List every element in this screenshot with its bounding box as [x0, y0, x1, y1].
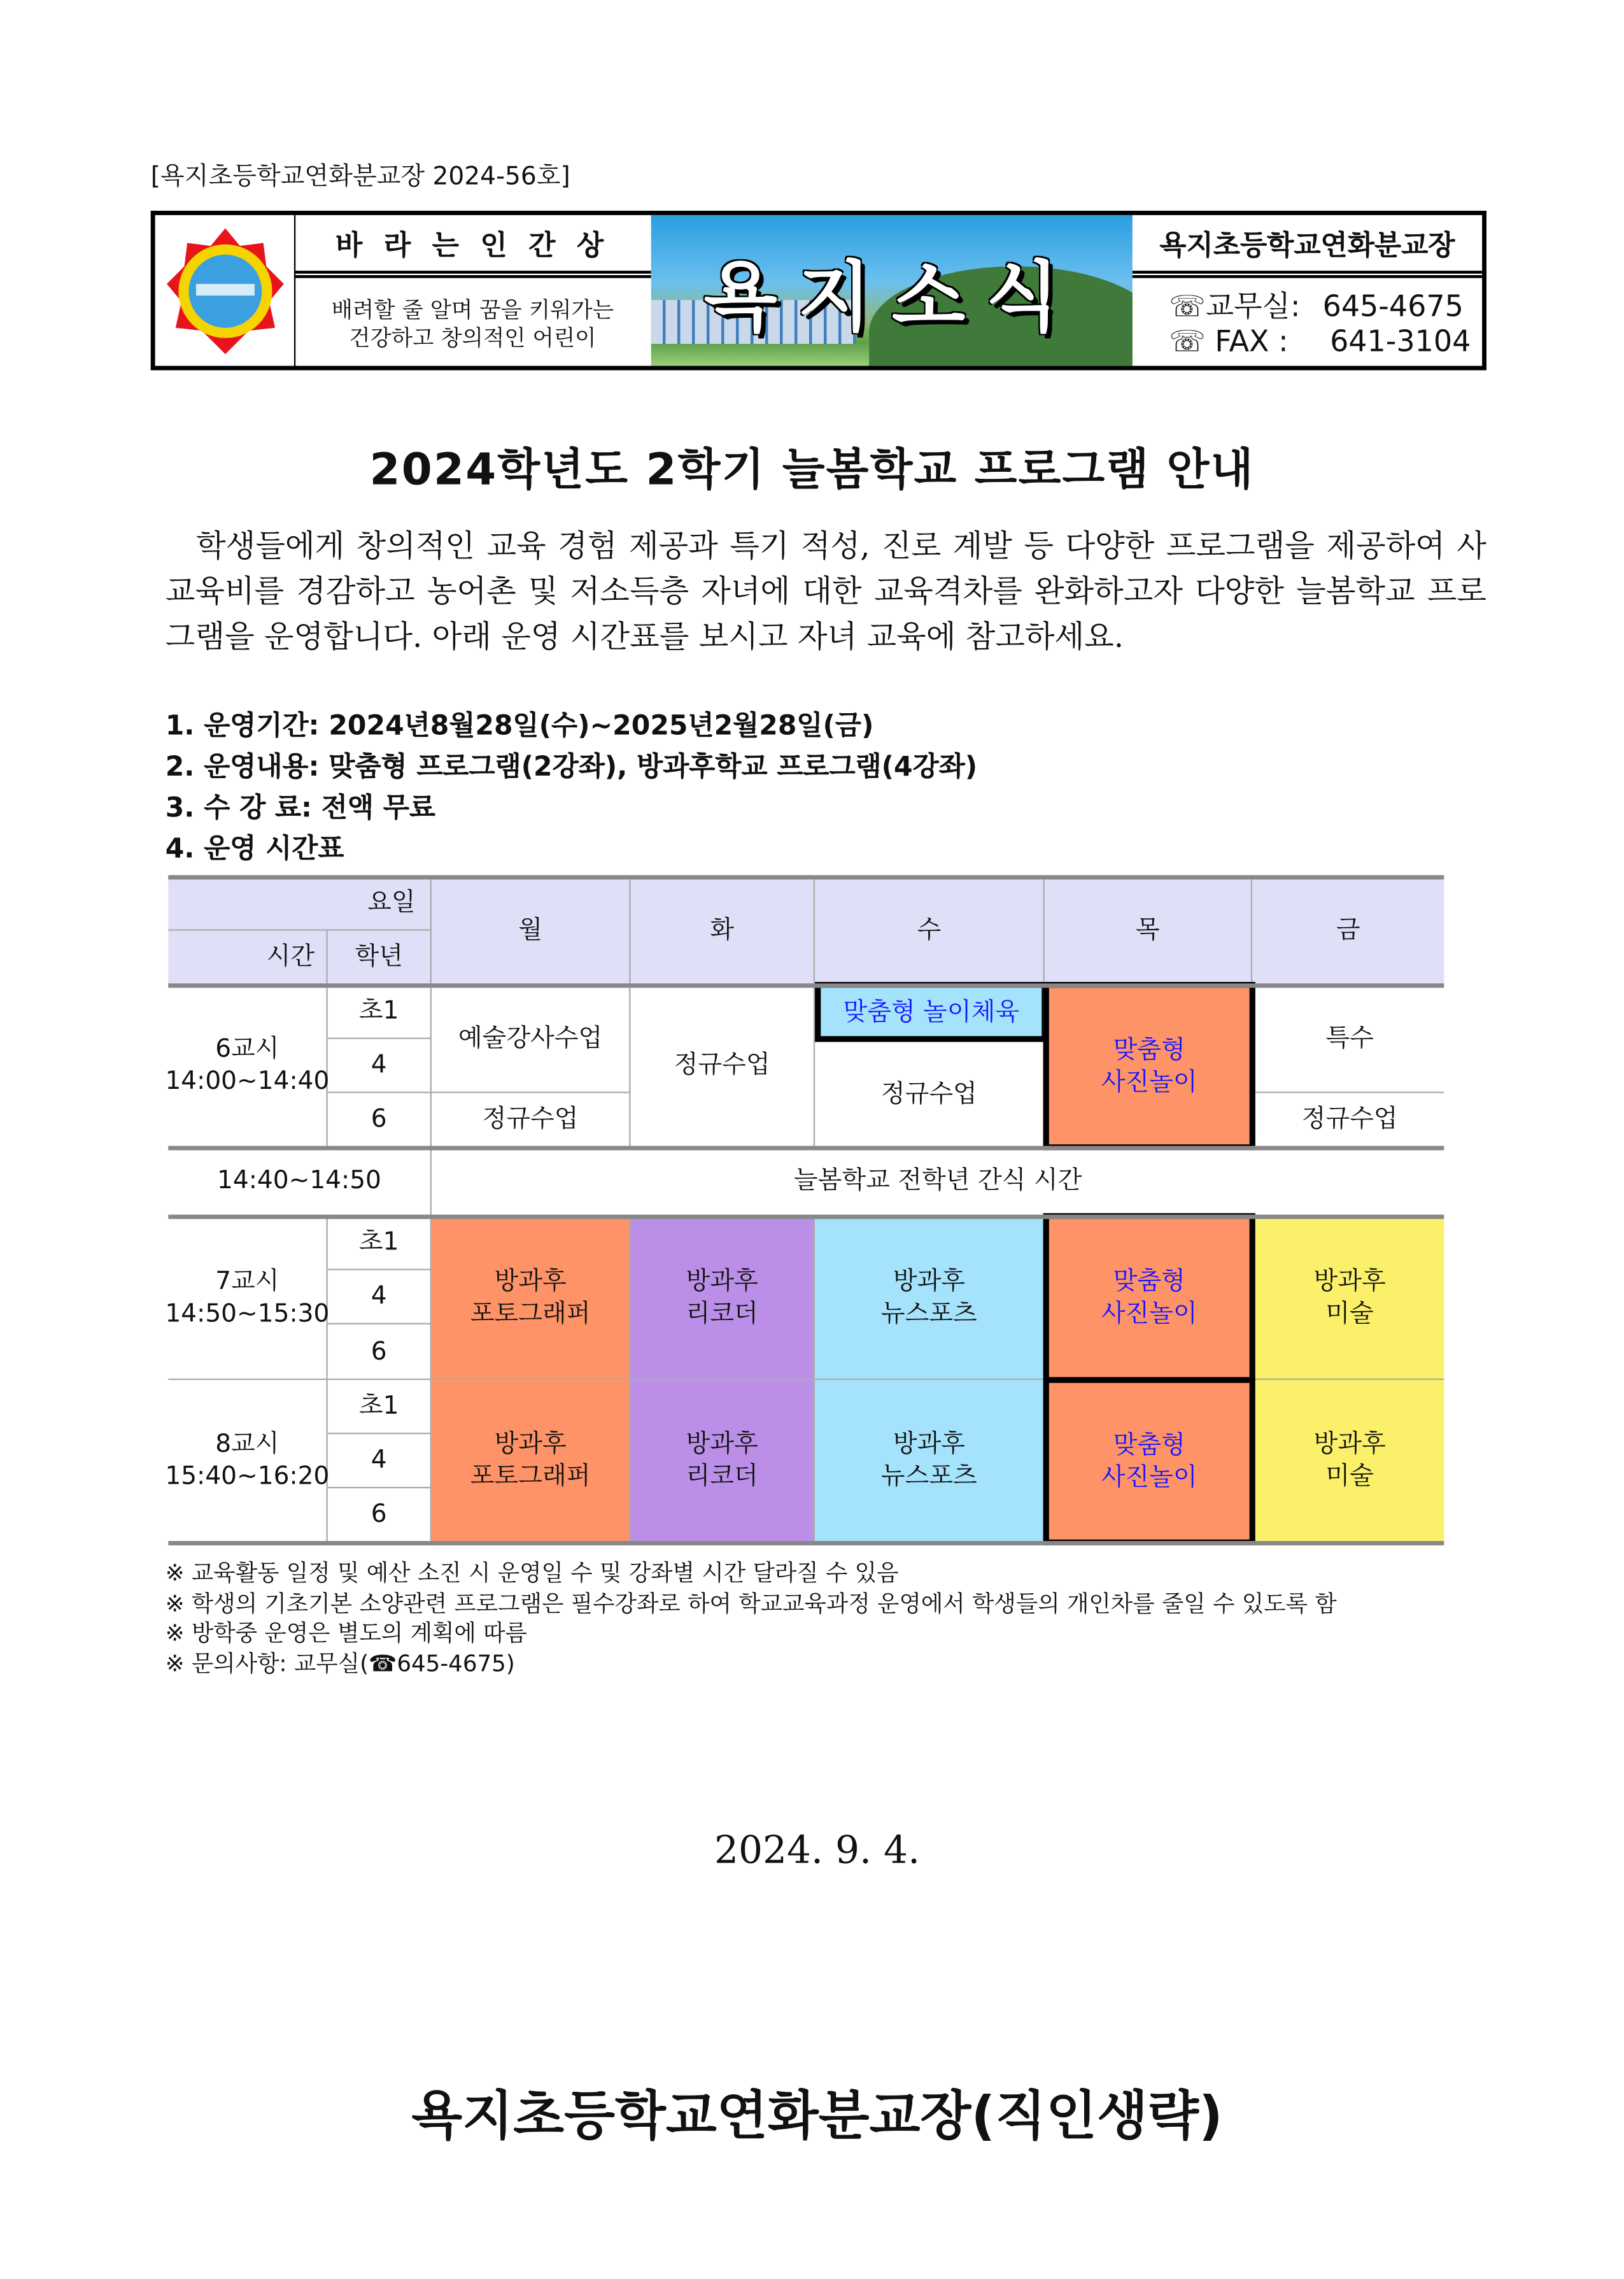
motto-title: 바 라 는 인 간 상: [294, 215, 651, 278]
thu-p7-photo: 맞춤형 사진놀이: [1043, 1213, 1255, 1383]
thu-p6-photo: 맞춤형 사진놀이: [1043, 982, 1255, 1150]
wed-p6-regular: 정규수업: [815, 1042, 1045, 1147]
info-list: [166, 707, 978, 870]
tue-p6-regular: 정규수업: [631, 985, 816, 1147]
motto-line: 배려할 줄 알며 꿈을 키워가는: [331, 296, 614, 323]
header-day: 요일: [168, 877, 432, 931]
divider: [168, 875, 1444, 879]
divider: [168, 1541, 1444, 1545]
period-7: 7교시 14:50~15:30: [168, 1216, 328, 1380]
grade-cell: 4: [328, 1434, 432, 1488]
grade-cell: 초1: [328, 1380, 432, 1434]
notes: [166, 1559, 1337, 1679]
contact-section: [1133, 215, 1482, 366]
intro-paragraph: 학생들에게 창의적인 교육 경험 제공과 특기 적성, 진로 계발 등 다양한 프로그램을 제공하여 사교육비를 경감하고 농어촌 및 저소득층 자녀에 대한 교육격차를 완화하고자 다양한 늘봄학교 프로그램을 운영합니다. 아래 운영 시간표를 보시고 자녀 교육에 참고하세요.: [165, 528, 1486, 655]
note: ※ 방학중 운영은 별도의 계획에 따름: [165, 1620, 527, 1647]
grade-cell: 초1: [328, 1216, 432, 1270]
motto-section: [294, 215, 651, 366]
header-tue: 화: [631, 877, 816, 985]
thu-p8-photo: 맞춤형 사진놀이: [1043, 1377, 1255, 1545]
wed-p6-play-pe: 맞춤형 놀이체육: [815, 982, 1047, 1042]
list-item: 1. 운영기간: 2024년8월28일(수)~2025년2월28일(금): [165, 711, 874, 742]
banner-title: 욕지소식: [703, 254, 1080, 343]
period-6: 6교시 14:00~14:40: [168, 985, 328, 1147]
issue-number: [욕지초등학교연화분교장 2024-56호]: [150, 162, 570, 192]
office-label: ☏교무실:: [1169, 288, 1301, 323]
header-time: 시간: [168, 931, 328, 985]
header-mon: 월: [432, 877, 631, 985]
tue-p7-recorder: 방과후 리코더: [631, 1216, 816, 1380]
header-thu: 목: [1045, 877, 1252, 985]
page-title: 2024학년도 2학기 늘봄학교 프로그램 안내: [369, 444, 1255, 497]
list-item: 2. 운영내용: 맞춤형 프로그램(2강좌), 방과후학교 프로그램(4강좌): [165, 752, 978, 783]
list-item: 4. 운영 시간표: [165, 834, 344, 865]
wed-p8-newsports: 방과후 뉴스포츠: [815, 1380, 1045, 1542]
office-phone: 645-4675: [1322, 288, 1464, 323]
snack-time: 14:40~14:50: [168, 1147, 432, 1216]
fri-p6-special: 특수: [1255, 985, 1444, 1093]
fri-p8-art: 방과후 미술: [1255, 1380, 1444, 1542]
grade-cell: 초1: [328, 985, 432, 1039]
banner-image: [651, 215, 1133, 366]
divider: [168, 1215, 1444, 1219]
period-8: 8교시 15:40~16:20: [168, 1380, 328, 1542]
note: ※ 학생의 기초기본 소양관련 프로그램은 필수강좌로 하여 학교교육과정 운영에서 학생들의 개인차를 줄일 수 있도록 함: [165, 1589, 1337, 1617]
tue-p8-recorder: 방과후 리코더: [631, 1380, 816, 1542]
mon-p6-regular: 정규수업: [432, 1093, 631, 1147]
grade-cell: 4: [328, 1039, 432, 1093]
note: ※ 교육활동 일정 및 예산 소진 시 운영일 수 및 강좌별 시간 달라질 수 있음: [165, 1559, 899, 1587]
header-grade: 학년: [328, 931, 432, 985]
fri-p6-regular: 정규수업: [1255, 1093, 1444, 1147]
school-emblem-icon: [166, 225, 283, 357]
wed-p7-newsports: 방과후 뉴스포츠: [815, 1216, 1045, 1380]
school-logo: [155, 215, 296, 366]
fri-p7-art: 방과후 미술: [1255, 1216, 1444, 1380]
mon-p6-art: 예술강사수업: [432, 985, 631, 1093]
grade-cell: 6: [328, 1488, 432, 1542]
mon-p8-photographer: 방과후 포토그래퍼: [432, 1380, 631, 1542]
grade-cell: 6: [328, 1324, 432, 1380]
motto-line: 건강하고 창의적인 어린이: [349, 324, 597, 351]
fax-label: ☏ FAX :: [1169, 323, 1289, 359]
issue-date: 2024. 9. 4.: [714, 1829, 921, 1873]
newsletter-header: [151, 211, 1486, 371]
header-wed: 수: [815, 877, 1045, 985]
divider: [168, 1146, 1444, 1150]
footer-signature: 욕지초등학교연화분교장(직인생략): [411, 2087, 1223, 2147]
fax-phone: 641-3104: [1330, 323, 1471, 359]
snack-text: 늘봄학교 전학년 간식 시간: [432, 1147, 1444, 1216]
list-item: 3. 수 강 료: 전액 무료: [165, 793, 435, 824]
mon-p7-photographer: 방과후 포토그래퍼: [432, 1216, 631, 1380]
grade-cell: 4: [328, 1270, 432, 1324]
school-name: 욕지초등학교연화분교장: [1133, 215, 1482, 278]
divider: [168, 983, 1444, 988]
header-fri: 금: [1252, 877, 1444, 985]
note: ※ 문의사항: 교무실(☎645-4675): [165, 1650, 515, 1677]
grade-cell: 6: [328, 1093, 432, 1147]
